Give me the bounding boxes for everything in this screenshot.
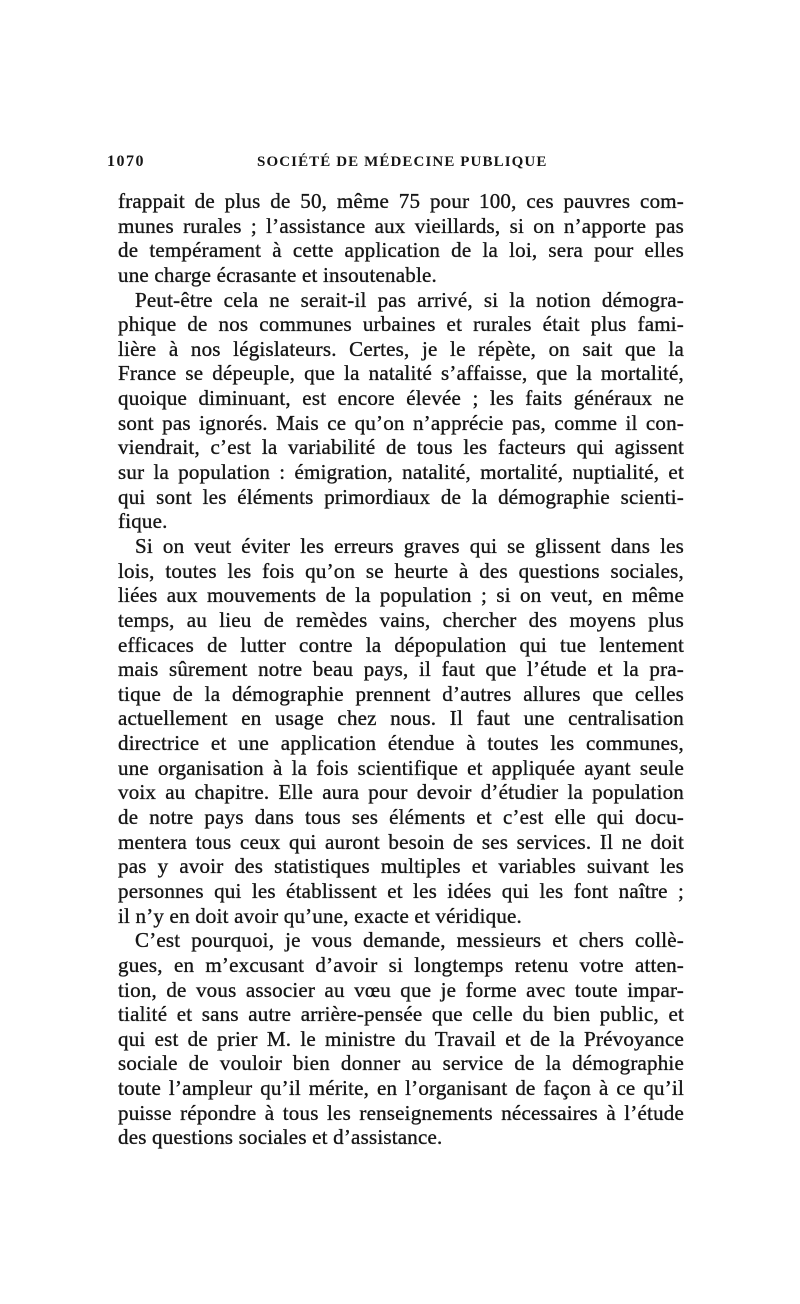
text-line: voix au chapitre. Elle aura pour devoir d’étudier la population bbox=[118, 780, 684, 805]
text-line: C’est pourquoi, je vous demande, messieurs et chers collè- bbox=[135, 928, 684, 953]
text-line: Si on veut éviter les erreurs graves qui se glissent dans les bbox=[135, 533, 684, 558]
text-line: il n’y en doit avoir qu’une, exacte et véridique. bbox=[118, 903, 522, 928]
text-line: actuellement en usage chez nous. Il faut une centralisation bbox=[118, 706, 684, 731]
page-number: 1070 bbox=[107, 153, 145, 170]
running-head bbox=[0, 153, 800, 171]
text-line: sociale de vouloir bien donner au service de la démographie bbox=[118, 1051, 684, 1076]
text-line: une charge écrasante et insoutenable. bbox=[118, 262, 437, 287]
text-line: tialité et sans autre arrière-pensée que celle du bien public, et bbox=[118, 1002, 684, 1027]
text-line: munes rurales ; l’assistance aux vieillards, si on n’apporte pas bbox=[118, 213, 684, 238]
text-line: lois, toutes les fois qu’on se heurte à des questions sociales, bbox=[118, 558, 684, 583]
text-line: efficaces de lutter contre la dépopulation qui tue lentement bbox=[118, 632, 684, 657]
text-line: de notre pays dans tous ses éléments et c’est elle qui docu- bbox=[118, 805, 684, 830]
text-line: quoique diminuant, est encore élevée ; les faits généraux ne bbox=[118, 386, 684, 411]
text-line: gues, en m’excusant d’avoir si longtemps retenu votre atten- bbox=[118, 952, 684, 977]
text-line: qui sont les éléments primordiaux de la démographie scienti- bbox=[118, 484, 684, 509]
text-line: de tempérament à cette application de la loi, sera pour elles bbox=[118, 238, 684, 263]
text-line: toute l’ampleur qu’il mérite, en l’organisant de façon à ce qu’il bbox=[118, 1076, 684, 1101]
text-line: pas y avoir des statistiques multiples et variables suivant les bbox=[118, 854, 684, 879]
text-line: phique de nos communes urbaines et rurales était plus fami- bbox=[118, 312, 684, 337]
paragraph bbox=[118, 534, 684, 928]
text-line: viendrait, c’est la variabilité de tous les facteurs qui agissent bbox=[118, 435, 684, 460]
text-line: personnes qui les établissent et les idées qui les font naître ; bbox=[118, 878, 684, 903]
text-line: lière à nos législateurs. Certes, je le répète, on sait que la bbox=[118, 336, 684, 361]
running-title: SOCIÉTÉ DE MÉDECINE PUBLIQUE bbox=[257, 154, 548, 170]
text-line: fique. bbox=[118, 509, 168, 534]
text-line: tique de la démographie prennent d’autres allures que celles bbox=[118, 681, 684, 706]
text-line: Peut-être cela ne serait-il pas arrivé, si la notion démogra- bbox=[135, 287, 684, 312]
text-line: puisse répondre à tous les renseignements nécessaires à l’étude bbox=[118, 1100, 684, 1125]
text-line: directrice et une application étendue à toutes les communes, bbox=[118, 731, 684, 756]
body-text bbox=[118, 189, 684, 1150]
text-line: liées aux mouvements de la population ; si on veut, en même bbox=[118, 583, 684, 608]
text-line: des questions sociales et d’assistance. bbox=[118, 1125, 443, 1150]
text-line: sur la population : émigration, natalité, mortalité, nuptialité, et bbox=[118, 460, 684, 485]
text-line: tion, de vous associer au vœu que je forme avec toute impar- bbox=[118, 977, 684, 1002]
text-line: une organisation à la fois scientifique et appliquée ayant seule bbox=[118, 755, 684, 780]
text-line: sont pas ignorés. Mais ce qu’on n’apprécie pas, comme il con- bbox=[118, 410, 684, 435]
paragraph bbox=[118, 928, 684, 1150]
text-line: mentera tous ceux qui auront besoin de ses services. Il ne doit bbox=[118, 829, 684, 854]
text-line: frappait de plus de 50, même 75 pour 100, ces pauvres com- bbox=[118, 189, 684, 213]
paragraph-continued bbox=[118, 189, 684, 288]
text-line: France se dépeuple, que la natalité s’affaisse, que la mortalité, bbox=[118, 361, 684, 386]
text-line: temps, au lieu de remèdes vains, chercher des moyens plus bbox=[118, 607, 684, 632]
paragraph bbox=[118, 288, 684, 534]
text-line: mais sûrement notre beau pays, il faut que l’étude et la pra- bbox=[118, 657, 684, 682]
text-line: qui est de prier M. le ministre du Travail et de la Prévoyance bbox=[118, 1026, 684, 1051]
